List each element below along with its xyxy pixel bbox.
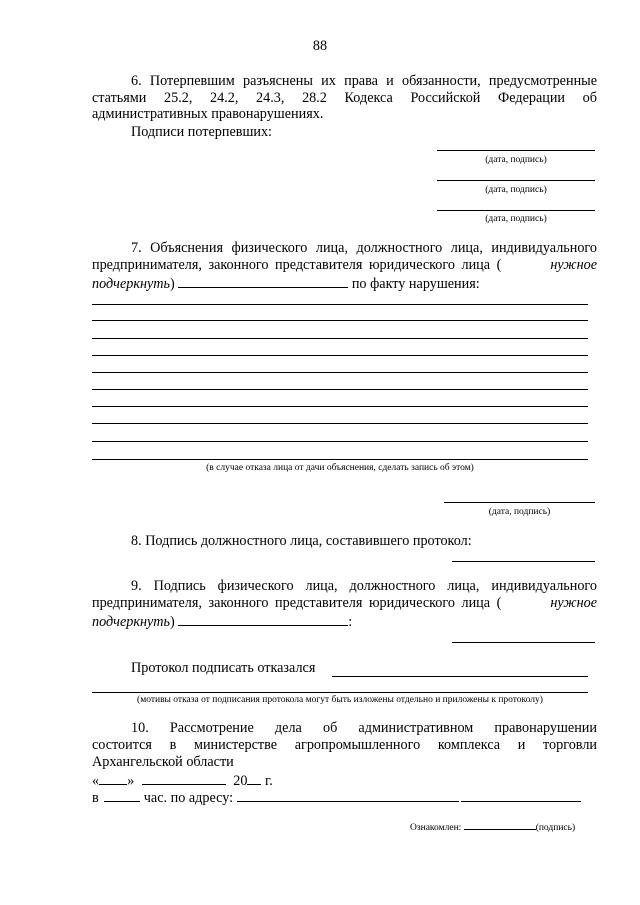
official-signature-line[interactable] [452,561,595,562]
explanation-line-1[interactable] [92,304,588,305]
year-suffix: г. [265,773,273,789]
section7-line1: 7. Объяснения физического лица, должностного лица, индивидуального [131,240,597,256]
victim-signature-caption-1: (дата, подпись) [485,155,547,165]
section10-line3: Архангельской области [92,754,234,770]
section7-line3-paren: ) [170,276,175,292]
section7-line2 [92,257,597,274]
date-close-quote: » [127,773,135,789]
acknowledged-signature-field[interactable] [464,819,536,830]
address-field-1[interactable] [237,788,459,802]
explanation-line-9[interactable] [92,441,588,442]
refusal-line-2[interactable] [92,692,588,693]
acknowledged-row [410,819,575,834]
explanation-line-6[interactable] [92,389,588,390]
victim-signature-line-3[interactable] [437,210,595,211]
section9-line2 [92,595,597,612]
acknowledged-label: Ознакомлен: [410,823,462,833]
section7-line2-italic: нужное [550,257,597,273]
time-field[interactable] [104,788,140,802]
explanation-line-8[interactable] [92,423,588,424]
time-prefix: в [92,790,99,806]
victim-signature-line-2[interactable] [437,180,595,181]
section6-line1: 6. Потерпевшим разъяснены их права и обязанности, предусмотренные [131,73,597,89]
section8-text: 8. Подпись должностного лица, составившего протокол: [131,533,472,549]
acknowledged-caption: (подпись) [535,823,576,833]
person-signature-line[interactable] [452,642,595,643]
section7-line3-tail: по факту нарушения: [351,276,480,292]
explanation-signature-caption: (дата, подпись) [488,507,551,517]
section7-line2-text: предпринимателя, законного представителя юридического лица ( [92,257,502,273]
year-prefix: 20 [233,773,248,789]
refusal-label: Протокол подписать отказался [131,660,316,676]
explanation-signature-line[interactable] [444,502,595,503]
section9-line3-italic: подчеркнуть [92,614,171,630]
section7-line3 [92,274,480,293]
refusal-line-1[interactable] [332,676,588,677]
refusal-caption: (мотивы отказа от подписания протокола могут быть изложены отдельно и приложены к протоколу) [137,695,543,705]
section10-line1: 10. Рассмотрение дела об административном правонарушении [131,720,597,736]
section10-line2: состоится в министерстве агропромышленного комплекса и торговли [92,737,597,753]
section9-line3 [92,612,352,631]
month-field[interactable] [142,771,226,785]
section9-line3-colon: : [348,614,353,630]
page-number: 88 [312,38,328,54]
explanation-line-3[interactable] [92,338,588,339]
victim-signature-line-1[interactable] [437,150,595,151]
victim-signature-caption-3: (дата, подпись) [485,214,547,224]
section7-line3-italic: подчеркнуть [92,276,171,292]
address-field-2[interactable] [461,788,581,802]
explanation-line-2[interactable] [92,320,588,321]
section6-line3: административных правонарушениях. [92,106,324,122]
section9-line3-paren: ) [170,614,175,630]
date-open-quote: « [92,773,100,789]
section6-line2: статьями 25.2, 24.2, 24.3, 28.2 Кодекса Российской Федерации об [92,90,597,106]
year-field[interactable] [247,771,261,785]
section9-line2-text: предпринимателя, законного представителя юридического лица ( [92,595,502,611]
person-signature-field-inline[interactable] [178,612,348,626]
section9-line2-italic: нужное [550,595,597,611]
explanation-line-4[interactable] [92,355,588,356]
victim-signature-caption-2: (дата, подпись) [485,185,547,195]
victim-signatures-label: Подписи потерпевших: [131,124,273,140]
time-label: час. по адресу: [143,790,234,806]
section9-line1: 9. Подпись физического лица, должностного лица, индивидуального [131,578,597,594]
violation-field-inline[interactable] [178,274,348,288]
hearing-time-row [92,788,581,807]
explanation-line-7[interactable] [92,406,588,407]
day-field[interactable] [99,771,127,785]
refusal-explanation-caption: (в случае отказа лица от дачи объяснения, сделать запись об этом) [206,463,474,473]
explanation-line-10[interactable] [92,459,588,460]
explanation-line-5[interactable] [92,372,588,373]
